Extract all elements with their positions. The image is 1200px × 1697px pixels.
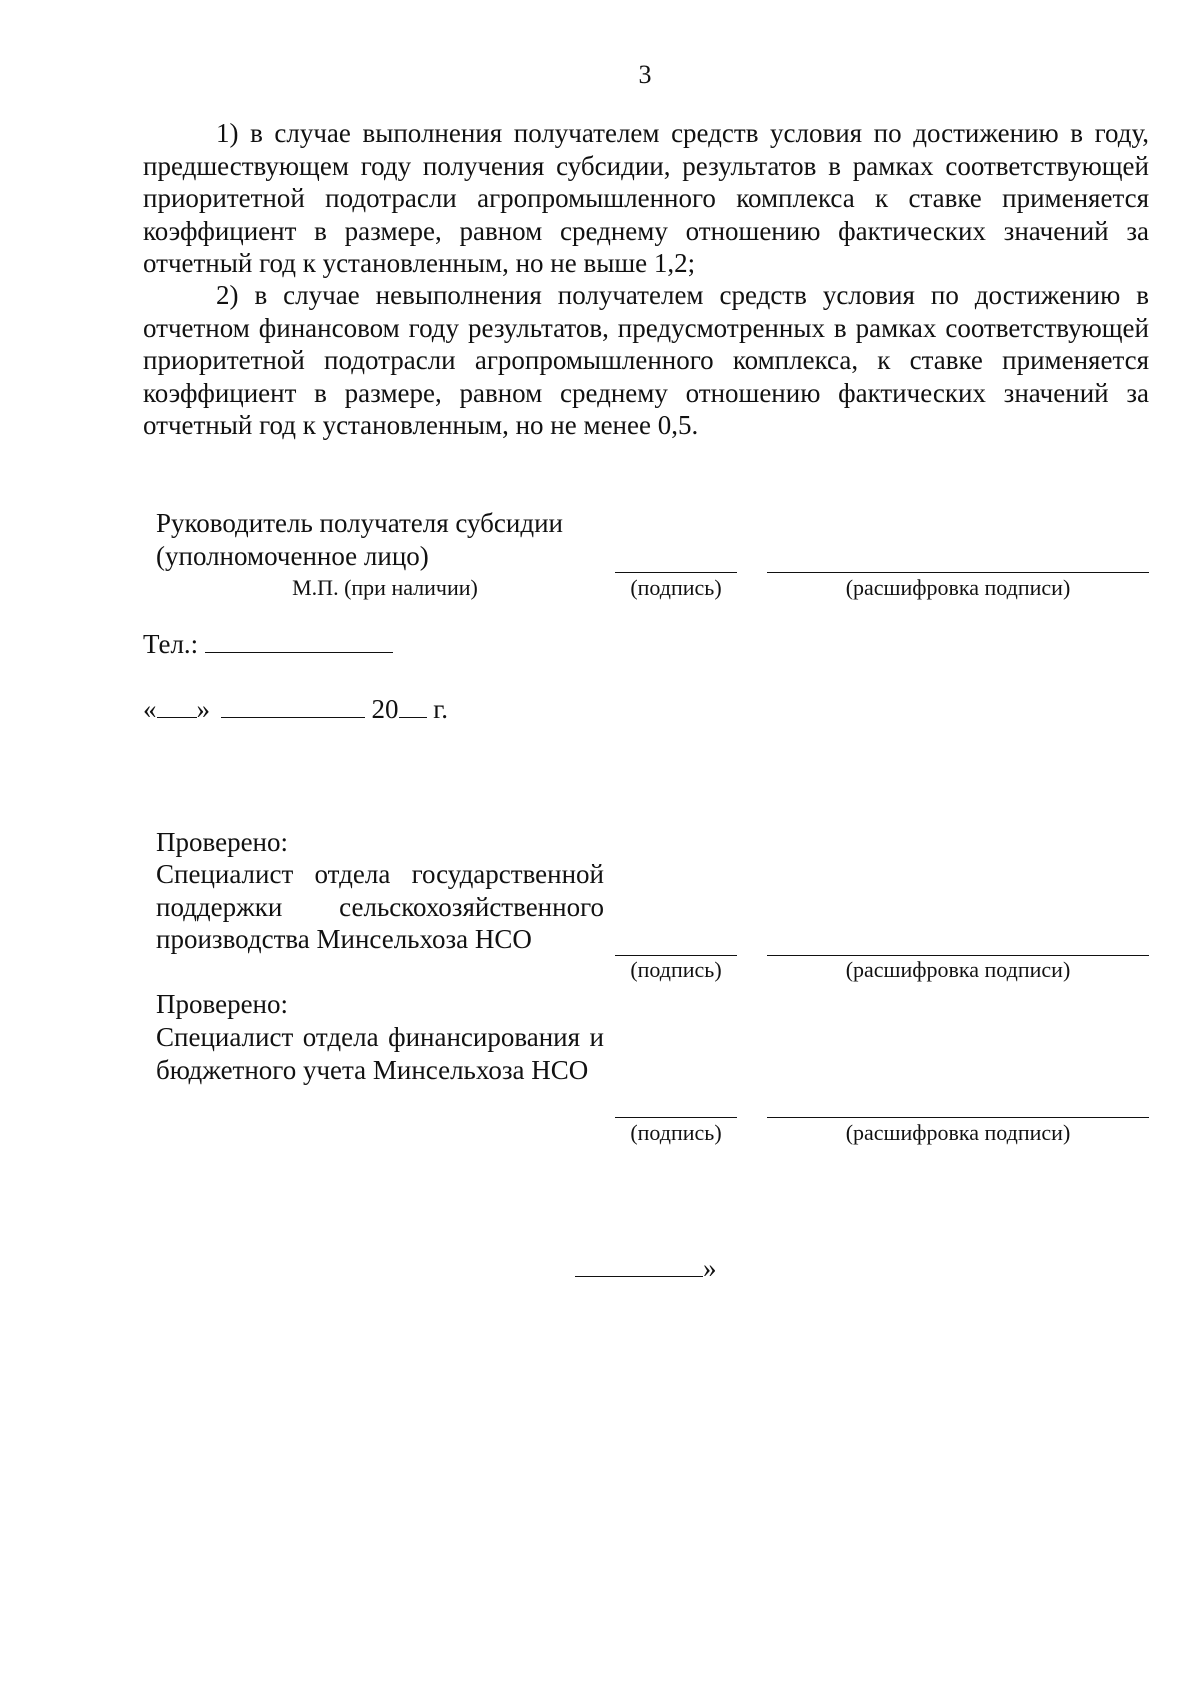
checked-text-2: Специалист отдела финансирования и бюджетного учета Минсельхоза НСО	[156, 1022, 604, 1085]
paragraph-2: 2) в случае невыполнения получателем средств условия по достижению в отчетном финансовом году результатов, предусмотренных в рамках соответствующей приоритетной подотрасли агропромышленного комплекса, к ставке применяется коэффициент в размере, равном среднему отношению фактических значений за отчетный год к установленным, но не менее 0,5.	[143, 280, 1149, 440]
checked-decoding-line-2	[767, 1117, 1149, 1118]
checked-text-1: Специалист отдела государственной поддержки сельскохозяйственного производства Минсельхоза НСО	[156, 859, 604, 954]
signatory-title-line2: (уполномоченное лицо)	[156, 541, 429, 571]
phone-blank	[205, 630, 393, 653]
checked-decoding-caption-2: (расшифровка подписи)	[845, 1120, 1071, 1145]
checked-signature-caption-1: (подпись)	[630, 957, 722, 982]
closing-quote: »	[703, 1253, 717, 1283]
checked-decoding-line-1	[767, 955, 1149, 956]
checked-decoding-caption-1: (расшифровка подписи)	[845, 957, 1071, 982]
date-year-blank	[399, 695, 427, 718]
phone-label: Тел.:	[143, 629, 199, 659]
date-close-quote: »	[196, 694, 210, 724]
decoding-caption: (расшифровка подписи)	[845, 575, 1071, 600]
date-open-quote: «	[143, 694, 157, 724]
signatory-title-line1: Руководитель получателя субсидии	[156, 508, 563, 538]
signature-caption: (подпись)	[630, 575, 722, 600]
phone-field	[143, 628, 393, 660]
paragraph-1: 1) в случае выполнения получателем средств условия по достижению в году, предшествующем году получения субсидии, результатов в рамках соответствующей приоритетной подотрасли агропромышленного комплекса к ставке применяется коэффициент в размере, равном среднему отношению фактических значений за отчетный год к установленным, но не выше 1,2;	[143, 118, 1149, 278]
checked-heading-2: Проверено:	[156, 989, 289, 1019]
page-number: 3	[638, 60, 652, 89]
checked-signature-line-1	[615, 955, 737, 956]
checked-signature-caption-2: (подпись)	[630, 1120, 722, 1145]
date-year-prefix: 20	[371, 694, 399, 724]
checked-signature-line-2	[615, 1117, 737, 1118]
signature-line	[615, 572, 737, 573]
closing-line	[575, 1254, 703, 1277]
signature-decoding-line	[767, 572, 1149, 573]
date-field	[143, 693, 448, 725]
date-month-blank	[221, 695, 365, 718]
seal-note: М.П. (при наличии)	[292, 575, 478, 600]
date-year-suffix: г.	[433, 694, 449, 724]
date-day-blank	[157, 695, 197, 718]
checked-heading-1: Проверено:	[156, 827, 289, 857]
closing-mark	[575, 1252, 717, 1284]
